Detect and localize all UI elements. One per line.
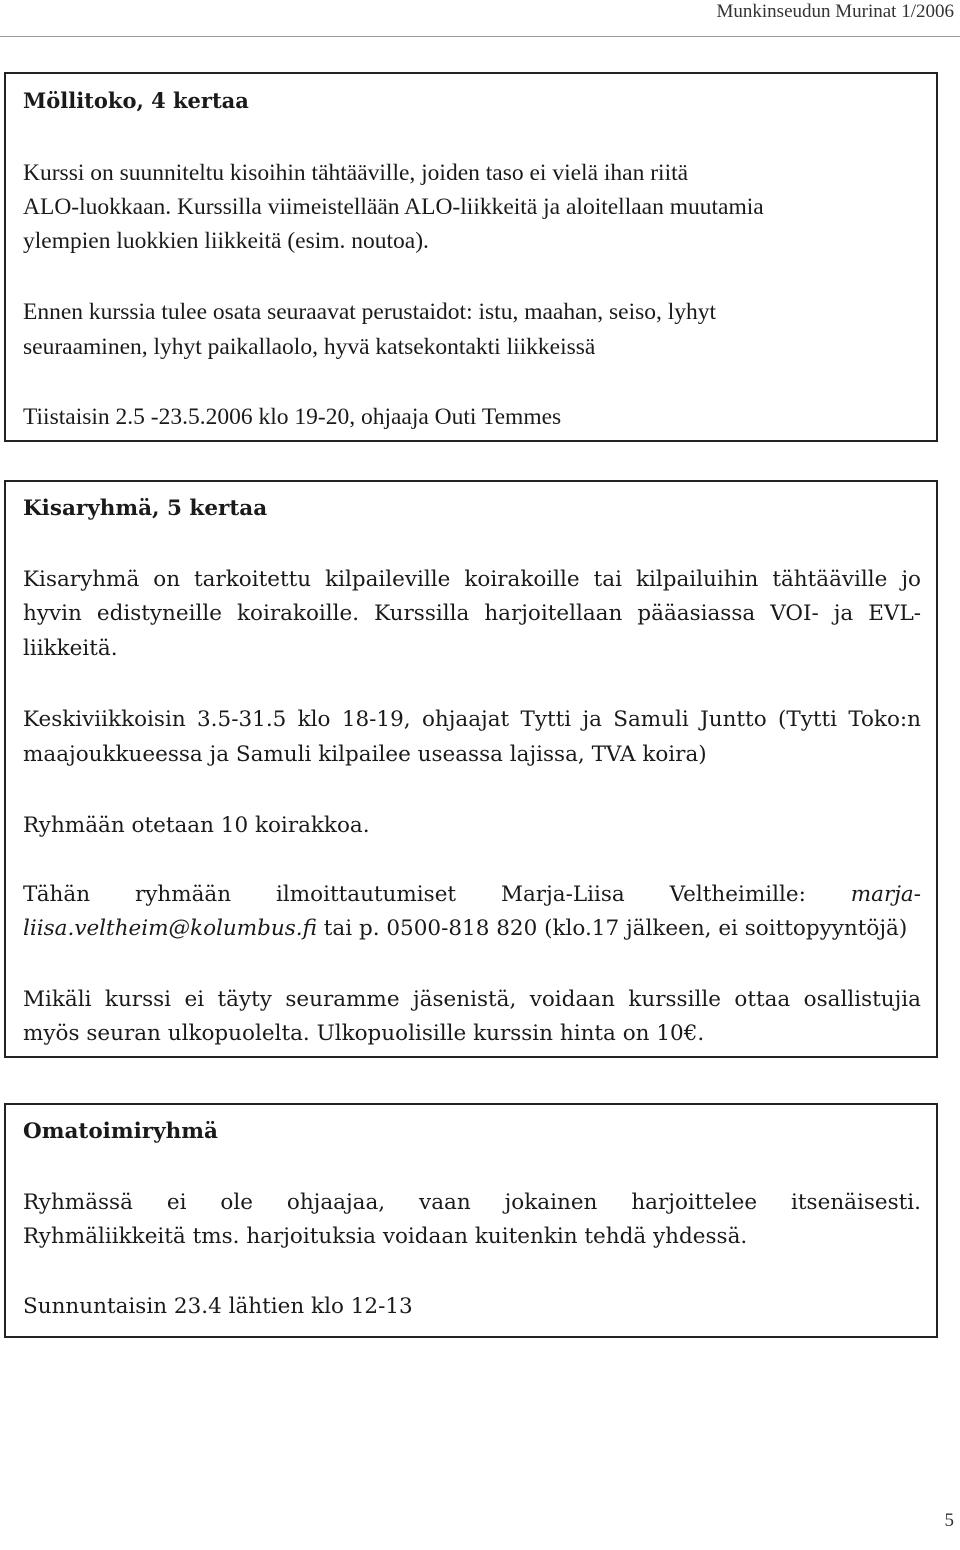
course-box-omatoimiryhma [4, 1103, 938, 1338]
course-text-line: ylempien luokkien liikkeitä (esim. noutoa). [23, 228, 429, 254]
email-link[interactable]: liisa.veltheim@kolumbus.fi [23, 916, 317, 941]
course-title: Möllitoko, 4 kertaa [23, 88, 249, 113]
phone-info: tai p. 0500-818 820 (klo.17 jälkeen, ei soittopyyntöjä) [316, 916, 908, 941]
course-text-line: Kurssi on suunniteltu kisoihin tähtääville, joiden taso ei vielä ihan riitä [23, 160, 689, 186]
course-box-kisaryhma [4, 480, 938, 1058]
course-text-line: Kisaryhmä on tarkoitettu kilpaileville koirakoille tai kilpailuihin tähtääville jo [23, 567, 921, 592]
course-text-line: maajoukkueessa ja Samuli kilpailee useassa lajissa, TVA koira) [23, 742, 707, 767]
course-text-line: Ennen kurssia tulee osata seuraavat perustaidot: istu, maahan, seiso, lyhyt [23, 299, 717, 325]
page-number: 5 [944, 1510, 954, 1531]
course-text-line: hyvin edistyneille koirakoille. Kurssilla harjoitellaan pääasiassa VOI- ja EVL- [23, 601, 921, 626]
course-text-line: Ryhmäliikkeitä tms. harjoituksia voidaan kuitenkin tehdä yhdessä. [23, 1224, 748, 1249]
course-text-line: Ryhmässä ei ole ohjaajaa, vaan jokainen harjoittelee itsenäisesti. [23, 1190, 921, 1215]
course-box-mollitoko [4, 72, 938, 442]
course-title: Kisaryhmä, 5 kertaa [23, 496, 268, 521]
course-schedule: Sunnuntaisin 23.4 lähtien klo 12-13 [23, 1294, 413, 1319]
course-capacity: Ryhmään otetaan 10 koirakkoa. [23, 813, 370, 838]
registration-line [23, 916, 921, 942]
course-schedule: Tiistaisin 2.5 -23.5.2006 klo 19-20, ohjaaja Outi Temmes [23, 404, 562, 430]
running-header: Munkinseudun Murinat 1/2006 [716, 1, 954, 22]
course-schedule: Keskiviikkoisin 3.5-31.5 klo 18-19, ohjaajat Tytti ja Samuli Juntto (Tytti Toko:n [23, 707, 921, 732]
course-text-line: liikkeitä. [23, 636, 118, 661]
course-text-line: ALO-luokkaan. Kurssilla viimeistellään ALO-liikkeitä ja aloitellaan muutamia [23, 194, 764, 220]
header-divider [0, 36, 960, 37]
course-text-line: Mikäli kurssi ei täyty seuramme jäsenistä, voidaan kurssille ottaa osallistujia [23, 987, 921, 1012]
course-text-line: seuraaminen, lyhyt paikallaolo, hyvä katsekontakti liikkeissä [23, 334, 596, 360]
registration-text: Tähän ryhmään ilmoittautumiset Marja-Liisa Veltheimille: [23, 882, 806, 907]
course-title: Omatoimiryhmä [23, 1119, 218, 1144]
email-link-start[interactable]: marja- [850, 882, 922, 907]
course-price: myös seuran ulkopuolelta. Ulkopuolisille kurssin hinta on 10€. [23, 1021, 705, 1046]
registration-line [23, 882, 921, 908]
